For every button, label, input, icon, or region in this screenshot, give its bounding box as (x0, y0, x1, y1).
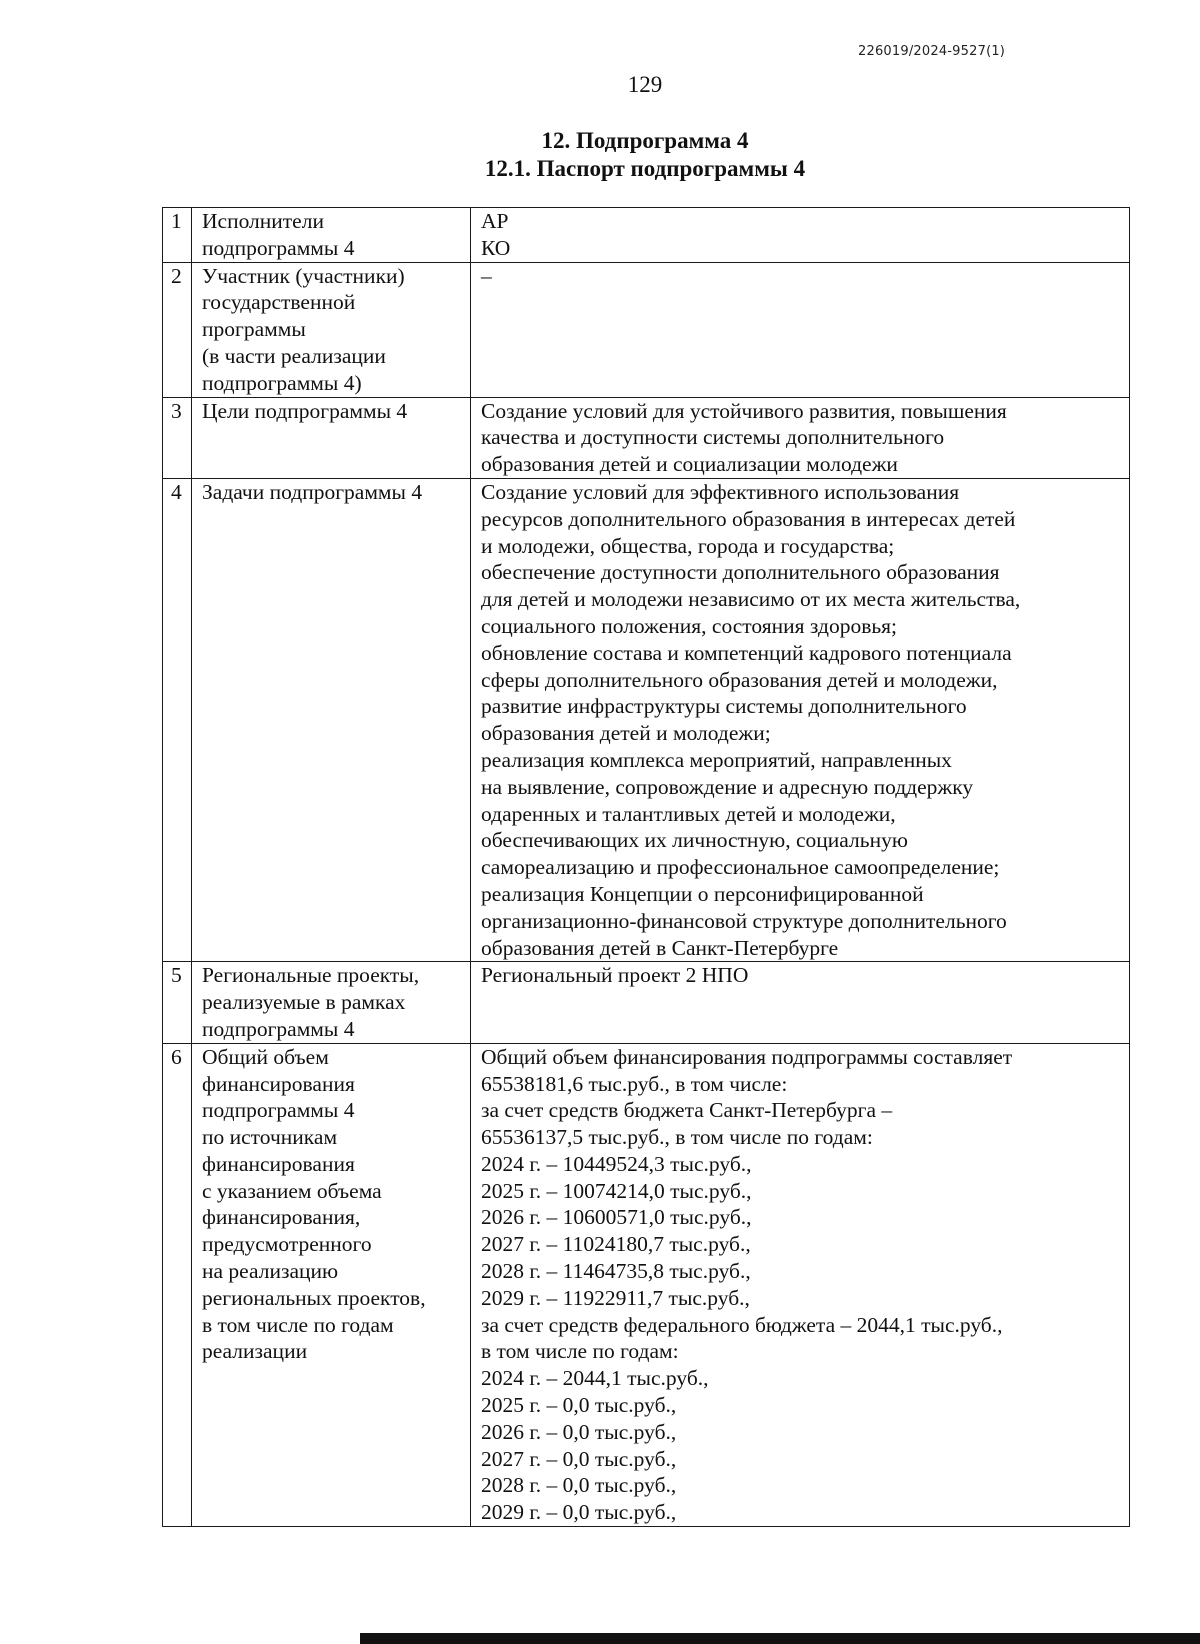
parameter-value-line: обеспечение доступности дополнительного образования (481, 560, 1000, 585)
parameter-name-line: Исполнители (202, 209, 324, 233)
parameter-name-line: программы (202, 317, 306, 342)
row-parameter-name (192, 262, 471, 397)
table-row (163, 397, 1130, 478)
row-number: 1 (163, 208, 192, 263)
page-number: 129 (627, 72, 663, 97)
parameter-value-line: организационно-финансовой структуре дополнительного (481, 908, 1007, 933)
parameter-value-line: развитие инфраструктуры системы дополнительного (481, 694, 967, 719)
table-row (163, 478, 1130, 961)
parameter-value-line: самореализацию и профессиональное самоопределение; (481, 855, 1000, 880)
parameter-value-line: для детей и молодежи независимо от их места жительства, (481, 587, 1021, 612)
parameter-name-line: Участник (участники) (202, 263, 405, 288)
parameter-value-line: в том числе по годам: (481, 1339, 679, 1364)
row-parameter-value (471, 962, 1130, 1043)
parameter-value-line: реализация комплекса мероприятий, направленных (481, 747, 952, 772)
parameter-name-line: предусмотренного (202, 1232, 372, 1257)
parameter-value-line: на выявление, сопровождение и адресную поддержку (481, 774, 974, 799)
row-number: 5 (163, 962, 192, 1043)
parameter-name-line: на реализацию (202, 1259, 339, 1284)
parameter-value-line: 2026 г. – 10600571,0 тыс.руб., (481, 1205, 752, 1230)
parameter-name-line: финансирования (202, 1151, 355, 1176)
parameter-value-line: образования детей и социализации молодежи (481, 452, 898, 477)
parameter-value-line: обеспечивающих их личностную, социальную (481, 828, 908, 853)
row-parameter-name (192, 1043, 471, 1526)
row-number: 2 (163, 262, 192, 397)
parameter-value-line: 2025 г. – 10074214,0 тыс.руб., (481, 1178, 752, 1203)
table-row (163, 208, 1130, 263)
passport-table-body (163, 208, 1130, 1527)
parameter-value-line: одаренных и талантливых детей и молодежи, (481, 801, 896, 826)
parameter-name-line: Задачи подпрограммы 4 (202, 479, 423, 504)
parameter-value-line: качества и доступности системы дополнительного (481, 425, 945, 450)
parameter-value-line: за счет средств федерального бюджета – 2044,1 тыс.руб., (481, 1312, 1003, 1337)
scan-edge-bar (360, 1633, 1200, 1644)
parameter-value-line: – (481, 263, 492, 288)
parameter-name-line: подпрограммы 4 (202, 1016, 355, 1041)
parameter-name-line: в том числе по годам (202, 1312, 394, 1337)
parameter-name-line: подпрограммы 4) (202, 370, 362, 395)
parameter-name-line: государственной (202, 290, 356, 315)
parameter-value-line: Общий объем финансирования подпрограммы составляет (481, 1044, 1013, 1069)
parameter-name-line: подпрограммы 4 (202, 1098, 355, 1123)
parameter-value-line: 2027 г. – 11024180,7 тыс.руб., (481, 1232, 751, 1257)
section-title: 12. Подпрограмма 4 (541, 128, 749, 153)
parameter-value-line: КО (481, 235, 511, 260)
row-parameter-value (471, 208, 1130, 263)
row-parameter-value (471, 262, 1130, 397)
parameter-name-line: реализации (202, 1339, 308, 1364)
parameter-name-line: финансирования (202, 1071, 355, 1096)
row-parameter-value (471, 1043, 1130, 1526)
subprogram-passport-table (162, 207, 1130, 1527)
parameter-name-line: по источникам (202, 1125, 338, 1150)
parameter-value-line: сферы дополнительного образования детей и молодежи, (481, 667, 998, 692)
row-number: 4 (163, 478, 192, 961)
parameter-name-line: Общий объем (202, 1044, 329, 1069)
parameter-value-line: 65538181,6 тыс.руб., в том числе: (481, 1071, 788, 1096)
parameter-value-line: 2028 г. – 11464735,8 тыс.руб., (481, 1259, 751, 1284)
parameter-value-line: и молодежи, общества, города и государства; (481, 533, 895, 558)
section-subtitle: 12.1. Паспорт подпрограммы 4 (484, 156, 806, 181)
parameter-name-line: подпрограммы 4 (202, 235, 355, 260)
parameter-value-line: реализация Концепции о персонифицированной (481, 881, 924, 906)
parameter-value-line: за счет средств бюджета Санкт-Петербурга – (481, 1098, 893, 1123)
parameter-name-line: с указанием объема (202, 1178, 382, 1203)
parameter-name-line: региональных проектов, (202, 1285, 426, 1310)
row-parameter-name (192, 962, 471, 1043)
parameter-value-line: 65536137,5 тыс.руб., в том числе по годам: (481, 1125, 873, 1150)
parameter-value-line: 2028 г. – 0,0 тыс.руб., (481, 1473, 677, 1498)
parameter-value-line: АР (481, 209, 509, 233)
row-parameter-name (192, 478, 471, 961)
parameter-value-line: Региональный проект 2 НПО (481, 963, 749, 988)
parameter-name-line: Региональные проекты, (202, 963, 420, 988)
parameter-value-line: 2024 г. – 2044,1 тыс.руб., (481, 1366, 709, 1391)
parameter-name-line: реализуемые в рамках (202, 990, 406, 1015)
parameter-name-line: (в части реализации (202, 343, 386, 368)
parameter-name-line: Цели подпрограммы 4 (202, 398, 408, 423)
parameter-value-line: 2029 г. – 11922911,7 тыс.руб., (481, 1285, 750, 1310)
parameter-value-line: образования детей в Санкт-Петербурге (481, 935, 839, 960)
parameter-value-line: Создание условий для эффективного использования (481, 479, 960, 504)
parameter-value-line: образования детей и молодежи; (481, 721, 771, 746)
parameter-value-line: социального положения, состояния здоровья; (481, 613, 898, 638)
parameter-value-line: Создание условий для устойчивого развития, повышения (481, 398, 1007, 423)
table-row (163, 962, 1130, 1043)
parameter-value-line: ресурсов дополнительного образования в интересах детей (481, 506, 1016, 531)
row-parameter-value (471, 397, 1130, 478)
parameter-value-line: обновление состава и компетенций кадрового потенциала (481, 640, 1012, 665)
row-parameter-name (192, 208, 471, 263)
row-number: 6 (163, 1043, 192, 1526)
parameter-value-line: 2025 г. – 0,0 тыс.руб., (481, 1393, 677, 1418)
parameter-name-line: финансирования, (202, 1205, 361, 1230)
document-registration-number: 226019/2024-9527(1) (858, 44, 1006, 59)
row-number: 3 (163, 397, 192, 478)
row-parameter-name (192, 397, 471, 478)
parameter-value-line: 2029 г. – 0,0 тыс.руб., (481, 1500, 677, 1525)
parameter-value-line: 2024 г. – 10449524,3 тыс.руб., (481, 1151, 752, 1176)
row-parameter-value (471, 478, 1130, 961)
parameter-value-line: 2026 г. – 0,0 тыс.руб., (481, 1419, 677, 1444)
table-row (163, 1043, 1130, 1526)
table-row (163, 262, 1130, 397)
parameter-value-line: 2027 г. – 0,0 тыс.руб., (481, 1446, 677, 1471)
